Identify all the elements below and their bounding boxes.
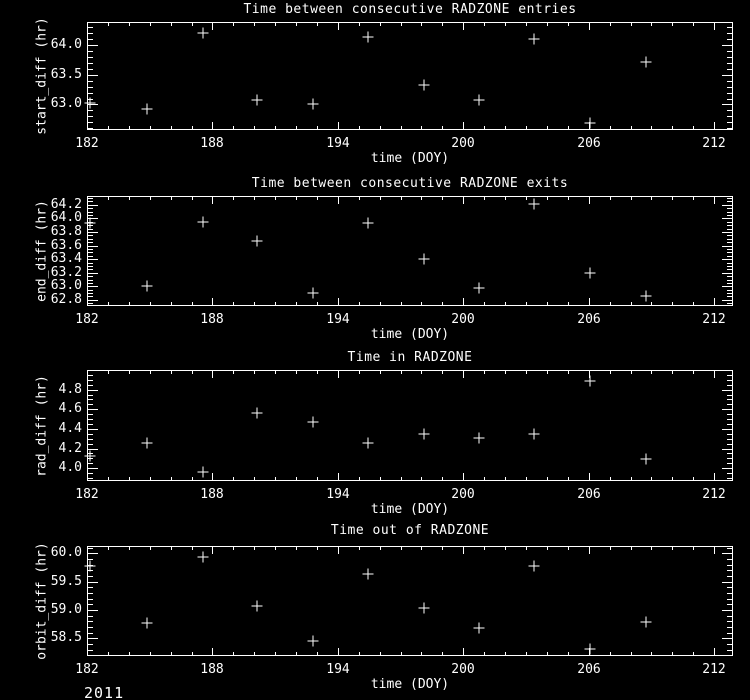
x-tick-mark: [129, 652, 130, 655]
x-tick-mark: [484, 652, 485, 655]
y-tick-label: 4.2: [58, 441, 82, 456]
y-tick-label: 63.6: [50, 238, 82, 253]
y-tick-mark: [88, 610, 98, 611]
x-tick-mark: [631, 547, 632, 550]
data-point-marker: [419, 603, 430, 614]
data-point-marker: [585, 644, 596, 655]
x-tick-mark: [568, 547, 569, 550]
x-tick-mark: [651, 652, 652, 655]
x-tick-mark: [442, 652, 443, 655]
y-tick-mark: [88, 553, 98, 554]
x-tick-label: 194: [326, 136, 350, 151]
x-tick-mark: [421, 652, 422, 655]
x-tick-label: 182: [75, 662, 99, 677]
y-tick-mark: [727, 604, 732, 605]
y-tick-label: 63.0: [50, 278, 82, 293]
x-tick-mark: [129, 547, 130, 550]
x-tick-mark: [672, 652, 673, 655]
x-tick-label: 206: [577, 312, 601, 327]
y-tick-label: 59.0: [50, 602, 82, 617]
y-tick-mark: [88, 616, 93, 617]
data-point-marker: [85, 561, 96, 572]
x-tick-label: 188: [200, 662, 224, 677]
x-tick-mark: [651, 547, 652, 550]
y-tick-mark: [88, 582, 98, 583]
y-tick-mark: [727, 570, 732, 571]
y-tick-mark: [88, 587, 93, 588]
y-tick-mark: [88, 621, 93, 622]
y-tick-label: 63.2: [50, 265, 82, 280]
y-tick-mark: [727, 587, 732, 588]
x-tick-mark: [317, 547, 318, 550]
x-tick-mark: [233, 652, 234, 655]
y-tick-mark: [88, 599, 93, 600]
y-tick-mark: [727, 576, 732, 577]
y-tick-mark: [722, 610, 732, 611]
y-tick-mark: [727, 616, 732, 617]
y-tick-mark: [727, 633, 732, 634]
x-tick-mark: [547, 547, 548, 550]
x-tick-mark: [233, 547, 234, 550]
x-tick-label: 182: [75, 312, 99, 327]
y-tick-mark: [88, 593, 93, 594]
data-point-marker: [363, 569, 374, 580]
x-tick-mark: [275, 652, 276, 655]
x-tick-mark: [254, 652, 255, 655]
y-tick-mark: [722, 553, 732, 554]
x-tick-mark: [505, 547, 506, 550]
y-tick-mark: [88, 633, 93, 634]
x-axis-label: time (DOY): [370, 151, 450, 166]
x-tick-mark: [338, 648, 339, 655]
y-tick-mark: [727, 593, 732, 594]
x-tick-mark: [693, 547, 694, 550]
y-tick-mark: [727, 599, 732, 600]
y-tick-label: 62.8: [50, 292, 82, 307]
plot-frame: [87, 546, 733, 656]
y-tick-label: 63.4: [50, 251, 82, 266]
x-tick-mark: [672, 547, 673, 550]
x-tick-label: 206: [577, 136, 601, 151]
x-tick-label: 188: [200, 136, 224, 151]
y-tick-mark: [88, 604, 93, 605]
chart-title: Time in RADZONE: [347, 350, 473, 365]
x-tick-label: 206: [577, 662, 601, 677]
data-point-marker: [474, 623, 485, 634]
y-tick-mark: [727, 559, 732, 560]
x-tick-label: 200: [451, 312, 475, 327]
x-tick-mark: [714, 648, 715, 655]
y-tick-label: 64.0: [50, 37, 82, 52]
x-tick-mark: [589, 547, 590, 554]
y-tick-mark: [88, 655, 93, 656]
x-tick-mark: [212, 648, 213, 655]
x-tick-mark: [380, 652, 381, 655]
x-tick-mark: [526, 547, 527, 550]
y-tick-mark: [88, 548, 93, 549]
data-point-marker: [529, 561, 540, 572]
y-tick-mark: [88, 627, 93, 628]
y-tick-mark: [88, 638, 98, 639]
x-tick-label: 182: [75, 136, 99, 151]
x-tick-mark: [380, 547, 381, 550]
x-tick-mark: [150, 547, 151, 550]
data-point-marker: [252, 601, 263, 612]
x-axis-label: time (DOY): [370, 327, 450, 342]
x-tick-mark: [547, 652, 548, 655]
x-tick-mark: [505, 652, 506, 655]
x-tick-mark: [442, 547, 443, 550]
chart-title: Time between consecutive RADZONE entries: [243, 2, 577, 17]
y-tick-mark: [727, 565, 732, 566]
x-tick-mark: [171, 652, 172, 655]
x-tick-mark: [192, 652, 193, 655]
x-tick-label: 200: [451, 662, 475, 677]
x-tick-mark: [610, 652, 611, 655]
y-tick-mark: [88, 644, 93, 645]
x-tick-label: 212: [702, 136, 726, 151]
y-tick-mark: [727, 650, 732, 651]
x-tick-mark: [296, 547, 297, 550]
chart-title: Time between consecutive RADZONE exits: [251, 176, 569, 191]
x-tick-mark: [484, 547, 485, 550]
y-tick-label: 64.0: [50, 210, 82, 225]
x-tick-mark: [714, 547, 715, 554]
x-tick-mark: [610, 547, 611, 550]
y-tick-label: 4.6: [58, 401, 82, 416]
y-tick-mark: [727, 627, 732, 628]
x-tick-label: 194: [326, 312, 350, 327]
x-tick-mark: [150, 652, 151, 655]
x-axis-label: time (DOY): [370, 502, 450, 517]
y-tick-label: 64.2: [50, 197, 82, 212]
x-tick-mark: [359, 652, 360, 655]
x-tick-mark: [421, 547, 422, 550]
data-point-marker: [142, 618, 153, 629]
y-tick-mark: [727, 644, 732, 645]
x-tick-mark: [296, 652, 297, 655]
x-tick-label: 200: [451, 136, 475, 151]
x-tick-mark: [463, 648, 464, 655]
x-tick-label: 200: [451, 487, 475, 502]
y-tick-label: 63.5: [50, 67, 82, 82]
y-tick-label: 58.5: [50, 630, 82, 645]
x-tick-mark: [631, 652, 632, 655]
x-tick-mark: [359, 547, 360, 550]
y-tick-label: 4.4: [58, 421, 82, 436]
y-tick-label: 4.0: [58, 460, 82, 475]
y-tick-mark: [88, 650, 93, 651]
x-tick-mark: [192, 547, 193, 550]
x-axis-label: time (DOY): [370, 677, 450, 692]
y-tick-label: 4.8: [58, 382, 82, 397]
y-tick-mark: [727, 548, 732, 549]
x-tick-mark: [317, 652, 318, 655]
data-point-marker: [308, 636, 319, 647]
y-axis-label: orbit_diff (hr): [34, 542, 50, 660]
y-tick-mark: [727, 655, 732, 656]
x-tick-mark: [568, 652, 569, 655]
x-tick-label: 212: [702, 487, 726, 502]
x-tick-mark: [108, 652, 109, 655]
x-tick-mark: [171, 547, 172, 550]
x-tick-mark: [463, 547, 464, 554]
x-tick-mark: [254, 547, 255, 550]
data-point-marker: [198, 552, 209, 563]
y-tick-mark: [722, 582, 732, 583]
y-axis-label: start_diff (hr): [34, 17, 50, 135]
x-tick-label: 206: [577, 487, 601, 502]
x-tick-label: 194: [326, 662, 350, 677]
y-axis-label: end_diff (hr): [34, 200, 50, 302]
x-tick-label: 194: [326, 487, 350, 502]
x-tick-mark: [401, 547, 402, 550]
y-tick-label: 59.5: [50, 574, 82, 589]
x-tick-mark: [526, 652, 527, 655]
x-tick-label: 182: [75, 487, 99, 502]
data-point-marker: [641, 617, 652, 628]
x-tick-mark: [401, 652, 402, 655]
x-tick-mark: [338, 547, 339, 554]
y-axis-label: rad_diff (hr): [34, 374, 50, 477]
y-tick-mark: [722, 638, 732, 639]
x-tick-label: 212: [702, 312, 726, 327]
x-tick-mark: [212, 547, 213, 554]
x-tick-label: 212: [702, 662, 726, 677]
chart-title: Time out of RADZONE: [330, 523, 490, 538]
x-tick-label: 188: [200, 487, 224, 502]
y-tick-mark: [727, 621, 732, 622]
x-tick-mark: [693, 652, 694, 655]
footer-year-label: 2011: [84, 684, 125, 700]
y-tick-mark: [88, 576, 93, 577]
x-tick-mark: [108, 547, 109, 550]
y-tick-label: 63.8: [50, 224, 82, 239]
y-tick-label: 60.0: [50, 545, 82, 560]
x-tick-mark: [275, 547, 276, 550]
x-tick-label: 188: [200, 312, 224, 327]
y-tick-label: 63.0: [50, 96, 82, 111]
